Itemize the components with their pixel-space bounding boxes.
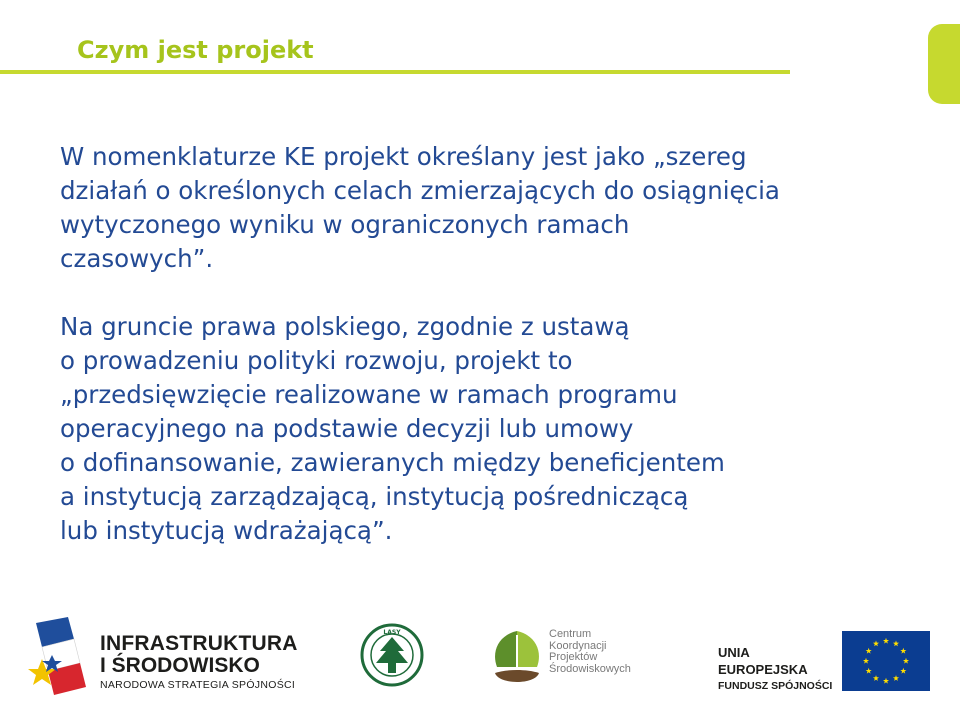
text-line: wytyczonego wyniku w ograniczonych ramach [60, 210, 630, 239]
eu-cohesion-fund-label [712, 629, 836, 692]
ckps-logo [487, 625, 667, 697]
logo-text: Koordynacji [549, 639, 607, 652]
logo-text: Centrum [549, 628, 592, 640]
infrastruktura-srodowisko-logo [22, 617, 312, 701]
ckps-leaf-icon [487, 625, 547, 697]
text-line: czasowych”. [60, 244, 214, 273]
logo-text: I ŚRODOWISKO [100, 654, 260, 677]
text-line: a instytucją zarządzającą, instytucją pośredniczącą [60, 482, 689, 511]
text-line: „przedsięwzięcie realizowane w ramach programu [60, 380, 678, 409]
text-line: o prowadzeniu polityki rozwoju, projekt to [60, 346, 573, 375]
lasy-panstwowe-logo [360, 623, 424, 687]
logo-text: Projektów [549, 651, 598, 663]
text-line: W nomenklaturze KE projekt określany jest jako „szereg [60, 142, 747, 171]
nss-flag-icon [22, 617, 98, 701]
text-line: o dofinansowanie, zawieranych między beneficjentem [60, 448, 725, 477]
text-line: Na gruncie prawa polskiego, zgodnie z ustawą [60, 312, 630, 341]
lasy-panstwowe-emblem-icon [360, 623, 424, 687]
logo-footer [0, 615, 960, 707]
slide-title: Czym jest projekt [77, 36, 314, 64]
paragraph-ke-definition [60, 140, 930, 276]
logo-text: UNIA EUROPEJSKA [718, 645, 808, 677]
eu-flag-icon [842, 631, 930, 691]
eu-wordmark [718, 644, 836, 695]
logo-text: INFRASTRUKTURA [100, 632, 298, 655]
title-underline [0, 70, 790, 74]
logo-text: FUNDUSZ SPÓJNOŚCI [718, 680, 833, 692]
eu-flag-logo [842, 631, 930, 691]
text-line: działań o określonych celach zmierzających do osiągnięcia [60, 176, 780, 205]
svg-text:LASY: LASY [383, 629, 401, 636]
text-line: lub instytucją wdrażającą”. [60, 516, 393, 545]
logo-text: Środowiskowych [549, 662, 631, 675]
text-line: operacyjnego na podstawie decyzji lub umowy [60, 414, 634, 443]
corner-accent-tab [928, 24, 960, 104]
logo-text: NARODOWA STRATEGIA SPÓJNOŚCI [100, 679, 296, 691]
slide-body [60, 140, 930, 582]
paragraph-polish-law-definition [60, 310, 930, 548]
ckps-wordmark [549, 629, 631, 675]
infrastruktura-wordmark [100, 633, 298, 693]
